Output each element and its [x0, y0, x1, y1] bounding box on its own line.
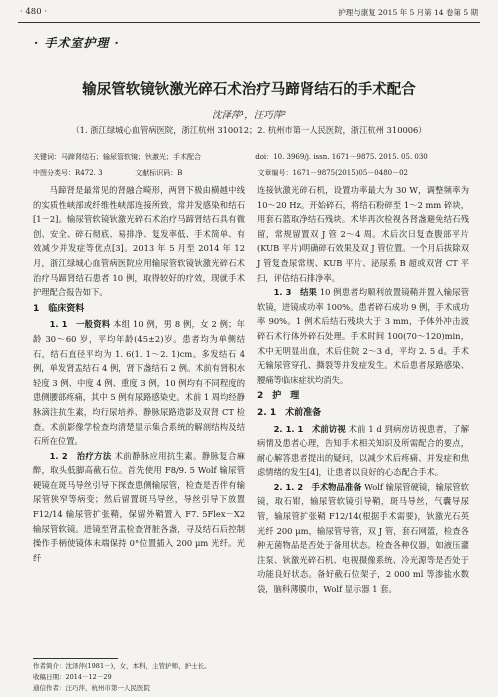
affiliation: （1. 浙江绿城心血管病医院，浙江杭州 310012；2. 杭州市第一人民医院，浙江杭州 310006）: [71, 125, 427, 135]
received-date: 收稿日期：2014－12－29: [33, 673, 112, 681]
preop-visit-paragraph: [257, 422, 469, 480]
journal-header: 护理与康复 2015 年 5 月第 14 卷第 5 期: [338, 8, 478, 17]
general-data-text: 本组 10 例，男 8 例，女 2 例；年龄 30～60 岁，平均年龄(45±2)岁。患者均为单侧结石，结石直径平均为 1. 6(1. 1～2. 1)cm。多发结石 4 例，单发肾盂结石 4 例，肾下盏结石 2 例。术前有肾积水轻度 3 例、中度 4 例、重度 3 例，10 例均有不同程度的患侧腰部疼痛，其中 5 例有尿路感染史。术前 1 周均经静脉滴注抗生素，均行尿培养、静脉尿路造影及双肾 CT 检查。术前影像学检查均清楚显示集合系统的解剖结构及结石所在位置。: [33, 319, 245, 447]
article-number: 文章编号：1671－9875(2015)05－0480－02: [257, 169, 409, 177]
general-data-paragraph: [33, 317, 245, 448]
document-code: 文献标识码：B: [135, 169, 183, 177]
footnotes: [33, 661, 245, 694]
section-label: · 手术室护理 ·: [34, 36, 120, 50]
continued-paragraph: 连接钬激光碎石机，设置功率最大为 30 W，调整频率为 10～20 Hz。开始碎石，将结石粉碎至 1～2 mm 碎块，用套石篮取净结石残块。术毕再次检视各肾盏避免结石残留，常规留置双 J 管 2～4 周。术后次日复查腹部平片(KUB 平片)明确碎石效果及双 J 管位置。一个月后拔除双 J 管复查尿常规、KUB 平片、泌尿系 B 超或双肾 CT 平扫，评估结石排净率。: [257, 185, 469, 283]
results-paragraph: [257, 285, 469, 387]
heading-clinical-data: 1 临床资料: [33, 303, 85, 314]
meta-row-1: [33, 152, 473, 162]
right-column: [257, 183, 469, 597]
preop-visit-text: 术前 1 d 到病房访视患者，了解病情及患者心理，告知手术相关知识及所需配合的要点，耐心解答患者提出的疑问，以减少术后疼痛、并发症和焦虑情绪的发生[4]，让患者以良好的心态配合手术。: [257, 423, 470, 478]
corresponding-author: 通信作者：汪巧萍，杭州市第一人民医院: [33, 684, 150, 692]
meta-row-2: [33, 168, 473, 178]
results-title: 1. 3 结果: [273, 287, 318, 298]
author-info: 作者简介：沈泽萍(1981－)，女，本科，主管护师，护士长。: [33, 662, 211, 670]
treatment-paragraph: [33, 449, 245, 566]
intro-paragraph: 马蹄肾是最常见的肾融合畸形，两肾下极由横越中线的实质性峡部或纤维性峡部连接所致，常并发感染和结石[1－2]。输尿管软镜钬激光碎石术治疗马蹄肾结石具有微创、安全、碎石彻底、易排净、复发率低、手术简单、有效减少并发症等优点[3]。2013 年 5 月至 2014 年 12 月，浙江绿城心血管病医院应用输尿管软镜钬激光碎石术治疗马蹄肾结石患者 10 例，取得较好的疗效，现就手术护理配合报告如下。: [33, 185, 245, 298]
treatment-text: 术前静脉应用抗生素。静脉复合麻醉，取头低脚高截石位。首先使用 F8/9. 5 Wolf 输尿管硬镜在斑马导丝引导下探查患侧输尿管，检查是否伴有输尿管狭窄等病变；然后留置斑马导丝，导丝引导下放置 F12/14 输尿管扩张鞘，保留外鞘置入 F7. 5Flex－X2 输尿管软镜。进镜至肾盂检查肾脏各盏，寻及结石后控制操作手柄使镜体末端保持 0°位置插入 200 μm 光纤。光纤: [33, 450, 245, 563]
supplies-paragraph: [257, 480, 469, 597]
supplies-text: Wolf 输尿管硬镜，输尿管软镜，取石钳，输尿管软镜引导鞘，斑马导丝，气囊导尿管，输尿管扩张鞘 F12/14(根据手术需要)，钬激光石英光纤 200 μm，输尿管导管，双 J 管，套石网篮，检查各种无菌物品是否处于备用状态。检查各种仪器，如液压灌注泵、钬激光碎石机、电视摄像系统、冷光源等是否处于功能良好状态。备好截石位架子，2 000 ml 等渗盐水数袋，脑科薄膜巾，Wolf 显示器 1 套。: [257, 481, 469, 595]
preop-visit-title: 2. 1. 1 术前访视: [273, 423, 346, 434]
general-data-title: 1. 1 一般资料: [49, 319, 111, 330]
authors: 沈泽萍¹，汪巧萍²: [211, 110, 287, 121]
clc-number: 中图分类号：R472. 3: [33, 169, 103, 177]
keywords: 关键词：马蹄肾结石；输尿管软镜；钬激光；手术配合: [33, 153, 201, 161]
page-number: · 480 ·: [20, 7, 48, 17]
results-text: 10 例患者均顺利放置镜鞘并置入输尿管软镜，进镜成功率 100%。患者碎石成功 9 例，手术成功率 90%。1 例术后结石残块大于 3 mm，予体外冲击波碎石术行体外碎石处理。手术时间 100(70～120)min，术中无明显出血，术后住院 2～3 d，平均 2. 5 d。手术无输尿管穿孔、撕裂等并发症发生。术后患者尿路感染、腰痛等临床症状均消失。: [257, 287, 470, 385]
left-column: [33, 183, 245, 565]
header-rule: [18, 22, 480, 23]
heading-preop: 2. 1 术前准备: [257, 407, 322, 418]
heading-nursing: 2 护 理: [257, 391, 300, 402]
doi: doi：10. 3969/j. issn. 1671－9875. 2015. 05. 030: [255, 153, 428, 161]
supplies-title: 2. 1. 2 手术物品准备: [273, 481, 362, 492]
footnote-rule: [33, 658, 118, 659]
treatment-title: 1. 2 治疗方法: [49, 450, 112, 461]
article-title: 输尿管软镜钬激光碎石术治疗马蹄肾结石的手术配合: [82, 81, 416, 98]
